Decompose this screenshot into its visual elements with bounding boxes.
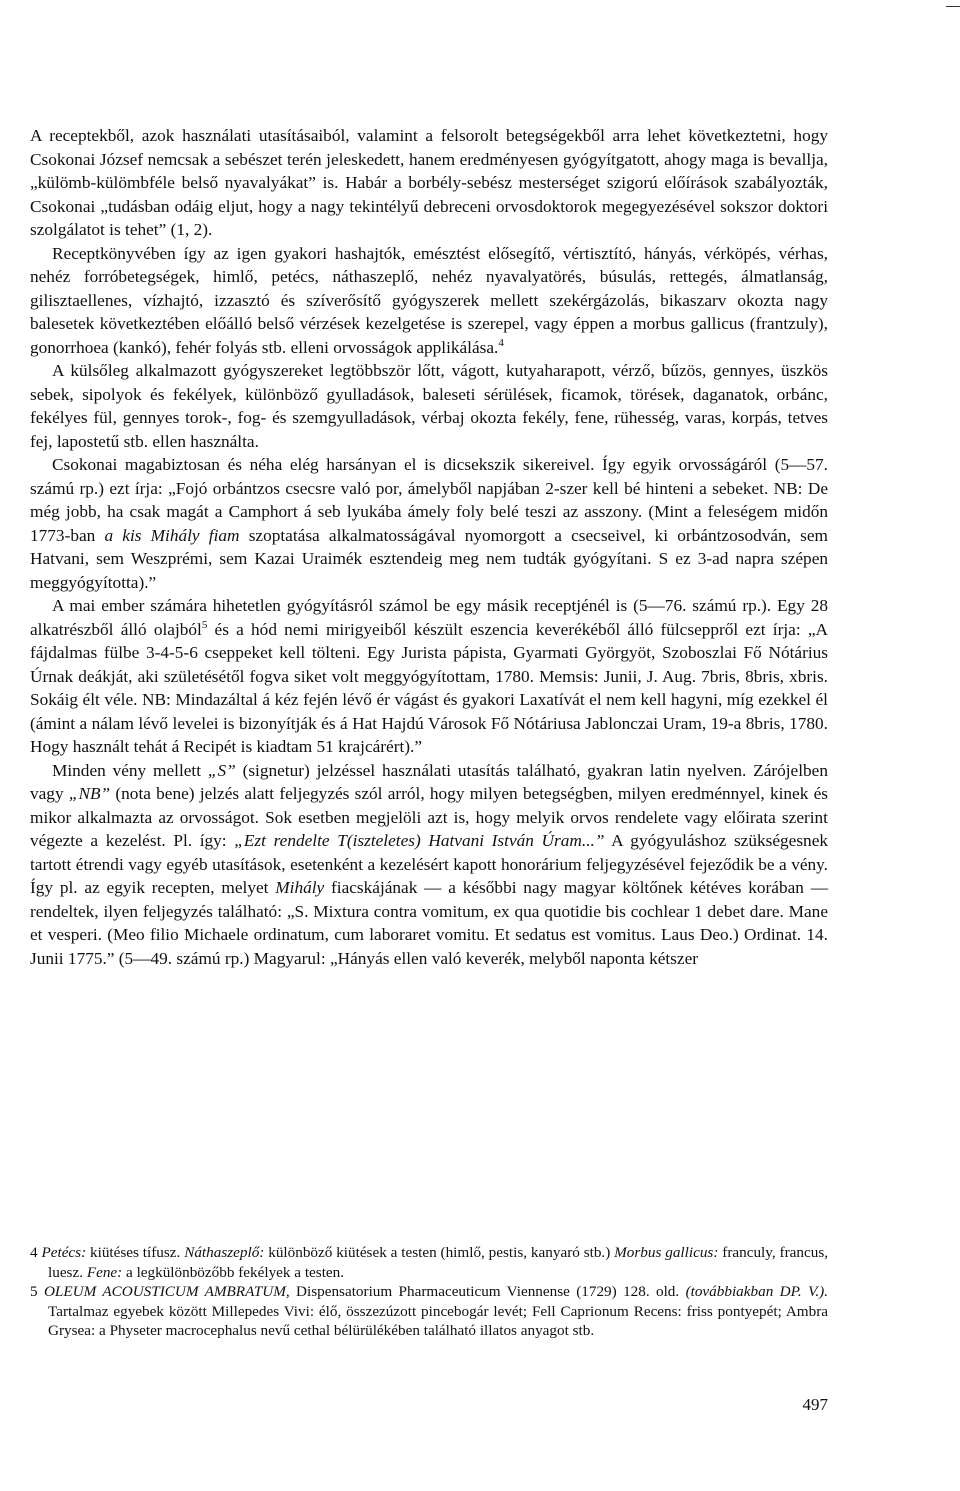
italic-phrase: „Ezt rendelte T(iszteletes) Hatvani István Úram...” [234,831,605,850]
italic-phrase: „NB” [68,784,111,803]
italic-phrase: Mihály [275,878,325,897]
paragraph: A mai ember számára hihetetlen gyógyításról számol be egy másik receptjénél is (5—76. számú rp.). Egy 28 alkatrészből álló olajból$^5$ és a hód nemi mirigyeiből készült eszencia keverékéből álló fülcseppről ezt írja: „A fájdalmas fülbe 3-4-5-6 cseppeket kell tölteni. Egy Jurista pápista, Gyarmati Györgyöt, Szoboszlai Fő Nótárius Úrnak deákját, aki születésétől fogva siket volt meggyógyítottam, 1780. Memsis: Junii, J. Aug. 7bris, 8bris, xbris. Sokáig élt véle. NB: Mindazáltal á kéz fején lévő ér vágást és gyakori Laxatívát el nem kell hagyni, míg ezekkel él (ámint a nálam lévő levelei is bizonyítják és á Hat Hajdú Városok Fő Nótáriusa Jablonczai Uram, 19-a 8bris, 1780. Hogy használt tehát á Recipét is kiadtam 51 krajcárért).” [30,596,828,756]
main-text [30,124,828,970]
paragraph: A külsőleg alkalmazott gyógyszereket legtöbbször lőtt, vágott, kutyaharapott, vérző, bűzös, gennyes, üszkös sebek, sipolyok és fekélyek, különböző gyulladások, baleseti sérülések, ficamok, törések, daganatok, orbánc, fekélyes fül, gennyes torok-, fog- és szemgyulladások, vérbaj okozta fekély, fene, rühesség, varas, korpás, tetves fej, lapostetű stb. ellen használta. [30,361,828,451]
footnote-ref-4: 4 [498,336,504,349]
footnote: 5 OLEUM ACOUSTICUM AMBRATUM, Dispensatorium Pharmaceuticum Viennense (1729) 128. old. (továbbiakban DP. V.). Tartalmaz egyebek között Millepedes Vivi: élő, összezúzott pincebogár levét; Fell Caprionum Recens: friss pontyepét; Ambra Grysea: a Physeter macrocephalus nevű cethal bélürülékében található illatos anyagot stb. [30,1283,829,1340]
scan-edge-mark [946,6,960,7]
footnote: 4 Petécs: kiütéses tífusz. Náthaszeplő: különböző kiütések a testen (himlő, pestis, kanyaró stb.) Morbus gallicus: franculy, francus, luesz. Fene: a legkülönbözőbb fekélyek a testen. [30,1244,829,1281]
italic-phrase: a kis Mihály fiam [104,525,240,545]
paragraph: Minden vény mellett „S” (signetur) jelzéssel használati utasítás található, gyakran latin nyelven. Zárójelben vagy „NB” (nota bene) jelzés alatt feljegyzés szól arról, hogy milyen betegségben, milyen eredménnyel, kinek és mikor alkalmazta az orvosságot. Sok esetben megjelöli azt is, hogy melyik orvos rendelete vagy előirata szerint végezte a kezelést. Pl. így: „Ezt rendelte T(iszteletes) Hatvani István Úram...” A gyógyuláshoz szükségesnek tartott étrendi vagy egyéb utasítások, esetenként a kezelésért kapott honorárium feljegyzésével fejeződik be a vény. Így pl. az egyik recepten, melyet Mihály fiacskájának — a későbbi nagy magyar költőnek kétéves korában — rendeltek, ilyen feljegyzés található: „S. Mixtura contra vomitum, ex qua quotidie bis cochlear 1 debet dare. Mane et vesperi. (Meo filio Michaele ordinatum, cum laboraret vomitu. Et sedatus est vomitus. Laus Deo.) Ordinat. 14. Junii 1775.” (5—49. számú rp.) Magyarul: „Hányás ellen való keverék, melyből naponta kétszer [30,760,829,968]
footnote-ref-5: 5 [201,618,208,631]
paragraph: Csokonai magabiztosan és néha elég harsányan el is dicsekszik sikereivel. Így egyik orvosságáról (5—57. számú rp.) ezt írja: „Fojó orbántzos csecsre való por, ámelyből napjában 2-szer kell bé hinteni a sebeket. NB: De még jobb, ha csak magát a Camphort á seb lyukába ámely foly belé teszi az asszony. (Mint a feleségem midőn 1773-ban a kis Mihály fiam szoptatása alkalmatosságával nyomorgott a csecseivel, ki orbántzosodván, sem Hatvani, sem Weszprémi, sem Kazai Uraimék esztendeig meg nem tudták gyógyítani. S ez 3-ad napra szépen meggyógyította).” [30,455,829,592]
italic-phrase: „S” [207,760,236,780]
footnote-number: 5 [30,1283,38,1301]
footnotes [30,1243,828,1341]
paragraph: A receptekből, azok használati utasításaiból, valamint a felsorolt betegségekből arra lehet következtetni, hogy Csokonai József nemcsak a sebészet terén jeleskedett, hanem eredményesen gyógyítgatott, ahogy maga is bevallja, „külömb-külömbféle belső nyavalyákat” is. Habár a borbély-sebész mesterséget szigorú előírások szabályozták, Csokonai „tudásban odáig eljut, hogy a nagy tekintélyű debreceni orvosdoktorok megegyezésével sokszor doktori szolgálatot is tehet” (1, 2). [30,126,828,239]
paragraph: Receptkönyvében így az igen gyakori hashajtók, emésztést elősegítő, vértisztító, hányás, vérköpés, vérhas, nehéz forróbetegségek, himlő, petécs, náthaszeplő, nehéz nyavalyatörés, búsulás, rettegés, álmatlanság, gilisztaellenes, vízhajtó, izzasztó és szíverősítő gyógyszerek mellett szekérgázolás, bikaszarv okozta nagy balesetek következtében előálló belső vérzések kezelgetése is szerepel, vagy éppen a morbus gallicus (frantzuly), gonorrhoea (kankó), fehér folyás stb. elleni orvosságok applikálása.$^4$ [30,243,828,357]
footnote-number: 4 [30,1244,38,1261]
page-number: 497 [802,1395,828,1414]
